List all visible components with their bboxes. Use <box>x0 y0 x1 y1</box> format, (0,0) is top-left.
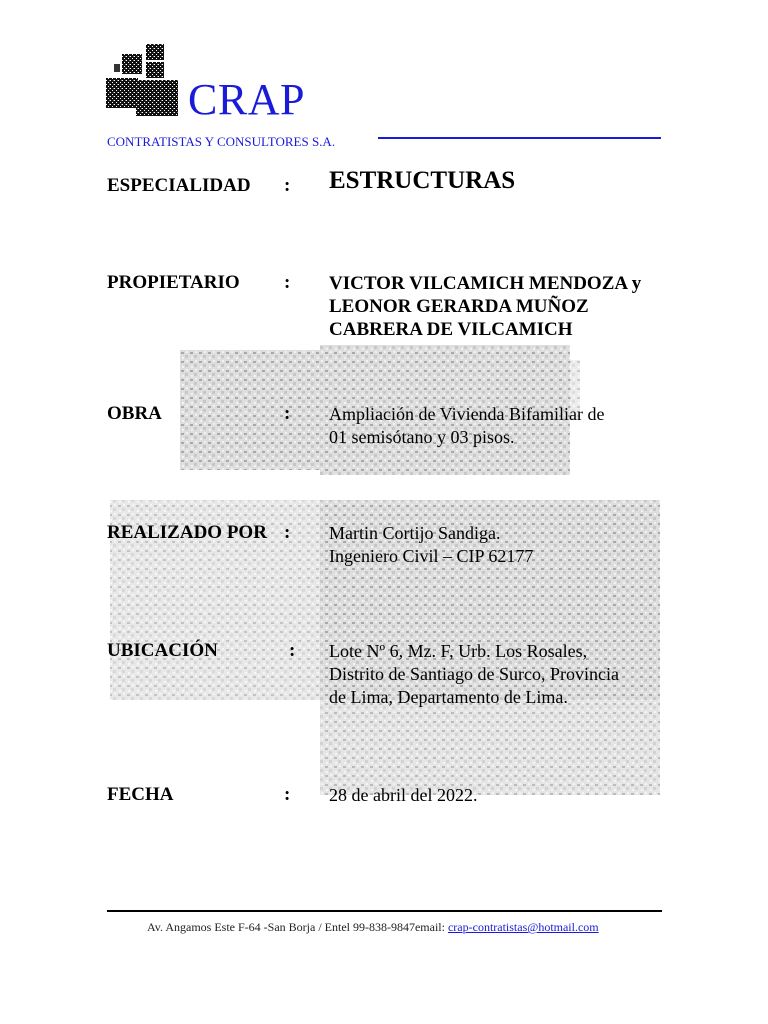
ubicacion-line-1: Lote Nº 6, Mz. F, Urb. Los Rosales, <box>329 641 588 661</box>
realizado-line-2: Ingeniero Civil – CIP 62177 <box>329 546 534 566</box>
especialidad-label: ESPECIALIDAD <box>107 175 251 196</box>
especialidad-colon: : <box>284 175 291 196</box>
company-name: CONTRATISTAS Y CONSULTORES S.A. <box>107 134 336 149</box>
ubicacion-line-3: de Lima, Departamento de Lima. <box>329 687 568 707</box>
obra-colon: : <box>284 403 291 424</box>
propietario-colon: : <box>284 272 291 293</box>
obra-line-1: Ampliación de Vivienda Bifamiliar de <box>329 404 605 424</box>
footer-contact <box>147 920 599 935</box>
obra-line-2: 01 semisótano y 03 pisos. <box>329 427 515 447</box>
fecha-value: 28 de abril del 2022. <box>329 785 478 805</box>
footer-address: Av. Angamos Este F-64 -San Borja / Entel 99-838-9847email: <box>147 920 448 934</box>
realizado-line-1: Martin Cortijo Sandiga. <box>329 523 501 543</box>
propietario-line-1: VICTOR VILCAMICH MENDOZA y <box>329 273 642 294</box>
footer-divider <box>107 910 662 912</box>
brand-name: CRAP <box>188 75 305 124</box>
propietario-line-2: LEONOR GERARDA MUÑOZ <box>329 296 589 317</box>
obra-value <box>329 403 605 449</box>
ubicacion-colon: : <box>289 640 296 661</box>
realizado-colon: : <box>284 522 291 543</box>
footer-email-link[interactable]: crap-contratistas@hotmail.com <box>447 920 599 934</box>
propietario-label: PROPIETARIO <box>107 272 240 293</box>
obra-label: OBRA <box>107 403 162 424</box>
propietario-line-3: CABRERA DE VILCAMICH <box>329 319 573 340</box>
propietario-value <box>329 272 641 341</box>
realizado-label: REALIZADO POR <box>107 522 267 543</box>
fecha-label: FECHA <box>107 784 174 805</box>
realizado-value <box>329 522 533 568</box>
fecha-colon: : <box>284 784 291 805</box>
ubicacion-line-2: Distrito de Santiago de Surco, Provincia <box>329 664 619 684</box>
ubicacion-label: UBICACIÓN <box>107 640 218 661</box>
ubicacion-value <box>329 640 619 709</box>
especialidad-value: ESTRUCTURAS <box>329 167 516 194</box>
